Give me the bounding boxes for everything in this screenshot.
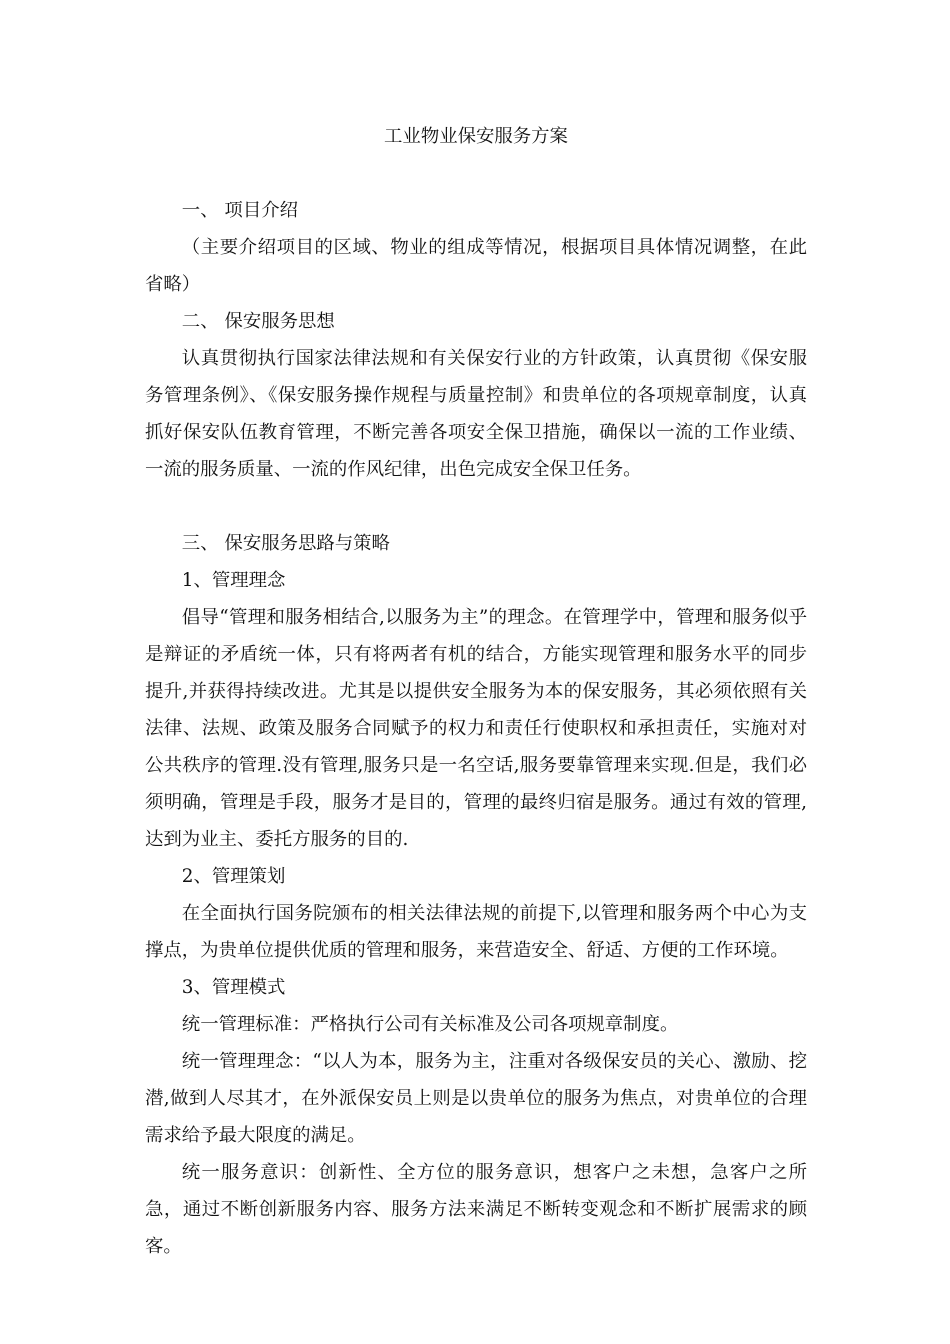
document-title: 工业物业保安服务方案 bbox=[384, 126, 568, 147]
section-heading-intro: 一、 项目介绍 bbox=[181, 200, 298, 221]
subsection-body-planning: 在全面执行国务院颁布的相关法律法规的前提下,以管理和服务两个中心为支撑点，为贵单位提供优质的管理和服务，来营造安全、舒适、方便的工作环境。 bbox=[145, 903, 807, 961]
mode-item-standard: 统一管理标准：严格执行公司有关标准及公司各项规章制度。 bbox=[181, 1014, 679, 1035]
subsection-heading-concept: 1、管理理念 bbox=[181, 570, 286, 591]
document-page bbox=[145, 118, 807, 1265]
section-heading-strategy: 三、 保安服务思路与策略 bbox=[181, 533, 390, 554]
mode-item-service: 统一服务意识：创新性、全方位的服务意识，想客户之未想，急客户之所急，通过不断创新服务内容、服务方法来满足不断转变观念和不断扩展需求的顾客。 bbox=[145, 1162, 807, 1257]
section-body-philosophy: 认真贯彻执行国家法律法规和有关保安行业的方针政策，认真贯彻《保安服务管理条例》、《保安服务操作规程与质量控制》和贵单位的各项规章制度，认真抓好保安队伍教育管理，不断完善各项安全保卫措施，确保以一流的工作业绩、一流的服务质量、一流的作风纪律，出色完成安全保卫任务。 bbox=[145, 348, 807, 480]
section-body-intro: （主要介绍项目的区域、物业的组成等情况，根据项目具体情况调整，在此省略） bbox=[145, 237, 807, 295]
section-heading-philosophy: 二、 保安服务思想 bbox=[181, 311, 335, 332]
subsection-heading-planning: 2、管理策划 bbox=[181, 866, 286, 887]
subsection-body-concept: 倡导“管理和服务相结合,以服务为主”的理念。在管理学中，管理和服务似乎是辩证的矛盾统一体，只有将两者有机的结合，方能实现管理和服务水平的同步提升,并获得持续改进。尤其是以提供安全服务为本的保安服务，其必须依照有关法律、法规、政策及服务合同赋予的权力和责任行使职权和承担责任，实施对对公共秩序的管理.没有管理,服务只是一名空话,服务要靠管理来实现.但是，我们必须明确，管理是手段，服务才是目的，管理的最终归宿是服务。通过有效的管理,达到为业主、委托方服务的目的. bbox=[145, 607, 807, 850]
subsection-heading-mode: 3、管理模式 bbox=[181, 977, 286, 998]
blank-line bbox=[145, 488, 807, 525]
mode-item-concept: 统一管理理念：“以人为本，服务为主，注重对各级保安员的关心、激励、挖潜,做到人尽其才，在外派保安员上则是以贵单位的服务为焦点，对贵单位的合理需求给予最大限度的满足。 bbox=[145, 1051, 807, 1146]
